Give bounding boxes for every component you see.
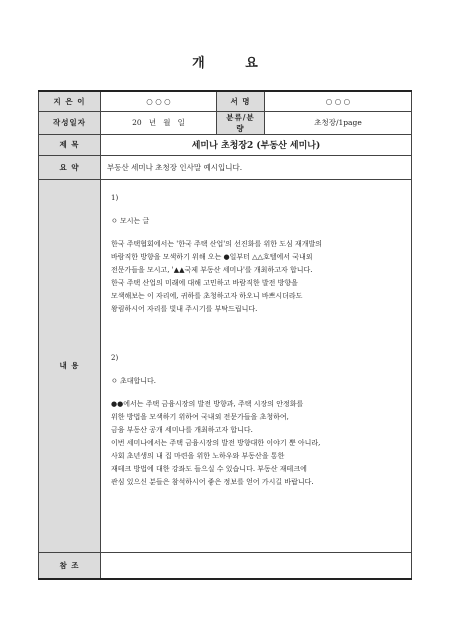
section2-line: 금융 부동산 공개 세미나를 개최하고자 합니다. xyxy=(111,425,253,434)
date-label: 작성일자 xyxy=(39,111,101,134)
date-value: 20 년 월 일 xyxy=(101,111,217,134)
subject-value: 세미나 초청장2 (부동산 세미나) xyxy=(101,134,412,155)
section1-line: 바람직한 방향을 모색하기 위해 오는 ●일부터 △△호텔에서 국내외 xyxy=(111,252,313,261)
section2-number: 2) xyxy=(111,353,119,362)
reference-value xyxy=(101,552,412,579)
author-value: ○ ○ ○ xyxy=(101,91,217,111)
content-body xyxy=(101,179,412,552)
section1-line: 왕림하시어 자리를 빛내 주시기를 부탁드립니다. xyxy=(111,304,258,313)
section1-heading: ㅇ 모시는 글 xyxy=(111,216,150,225)
section2-line: 재테크 방법에 대한 강좌도 들으실 수 있습니다. 부동산 재테크에 xyxy=(111,464,307,473)
section2-line: 사회 초년생의 내 집 마련을 위한 노하우와 부동산을 통한 xyxy=(111,451,285,460)
section2-line: 이번 세미나에서는 주택 금융시장의 발전 방향대한 이야기 뿐 아니라, xyxy=(111,438,321,447)
section1-line: 한국 주택협회에서는 '한국 주택 산업'의 선진화를 위한 도심 재개발의 xyxy=(111,239,322,248)
section2-line: 위한 방법을 모색하기 위하여 국내외 전문가들을 초청하여, xyxy=(111,412,289,421)
author-label: 지 은 이 xyxy=(39,91,101,111)
section2-heading: ㅇ 초대합니다. xyxy=(111,376,157,385)
section1-line: 모색해보는 이 자리에, 귀하를 초청하고자 하오니 바쁘시더라도 xyxy=(111,291,303,300)
section2-line: ●●에서는 주택 금융시장의 발전 방향과, 주택 시장의 안정화를 xyxy=(111,399,304,408)
section1-line: 한국 주택 산업의 미래에 대해 고민하고 바람직한 발전 방향을 xyxy=(111,278,298,287)
category-label: 분류/분량 xyxy=(217,111,265,134)
subject-label: 제 목 xyxy=(39,134,101,155)
page-title: 개 요 xyxy=(192,56,276,71)
position-value: ○ ○ ○ xyxy=(265,91,412,111)
section1-line: 전문가들을 모시고, '▲▲국제 부동산 세미나'를 개최하고자 합니다. xyxy=(111,265,313,274)
content-label: 내 용 xyxy=(39,179,101,552)
section1-number: 1) xyxy=(111,193,119,202)
section2-line: 관심 있으신 분들은 참석하시어 좋은 정보를 얻어 가시길 바랍니다. xyxy=(111,477,314,486)
summary-form xyxy=(38,90,412,580)
summary-value: 부동산 세미나 초청장 인사말 예시입니다. xyxy=(101,155,412,179)
reference-label: 참 조 xyxy=(39,552,101,579)
summary-label: 요 약 xyxy=(39,155,101,179)
category-value: 초청장/1page xyxy=(265,111,412,134)
position-label: 서 명 xyxy=(217,91,265,111)
